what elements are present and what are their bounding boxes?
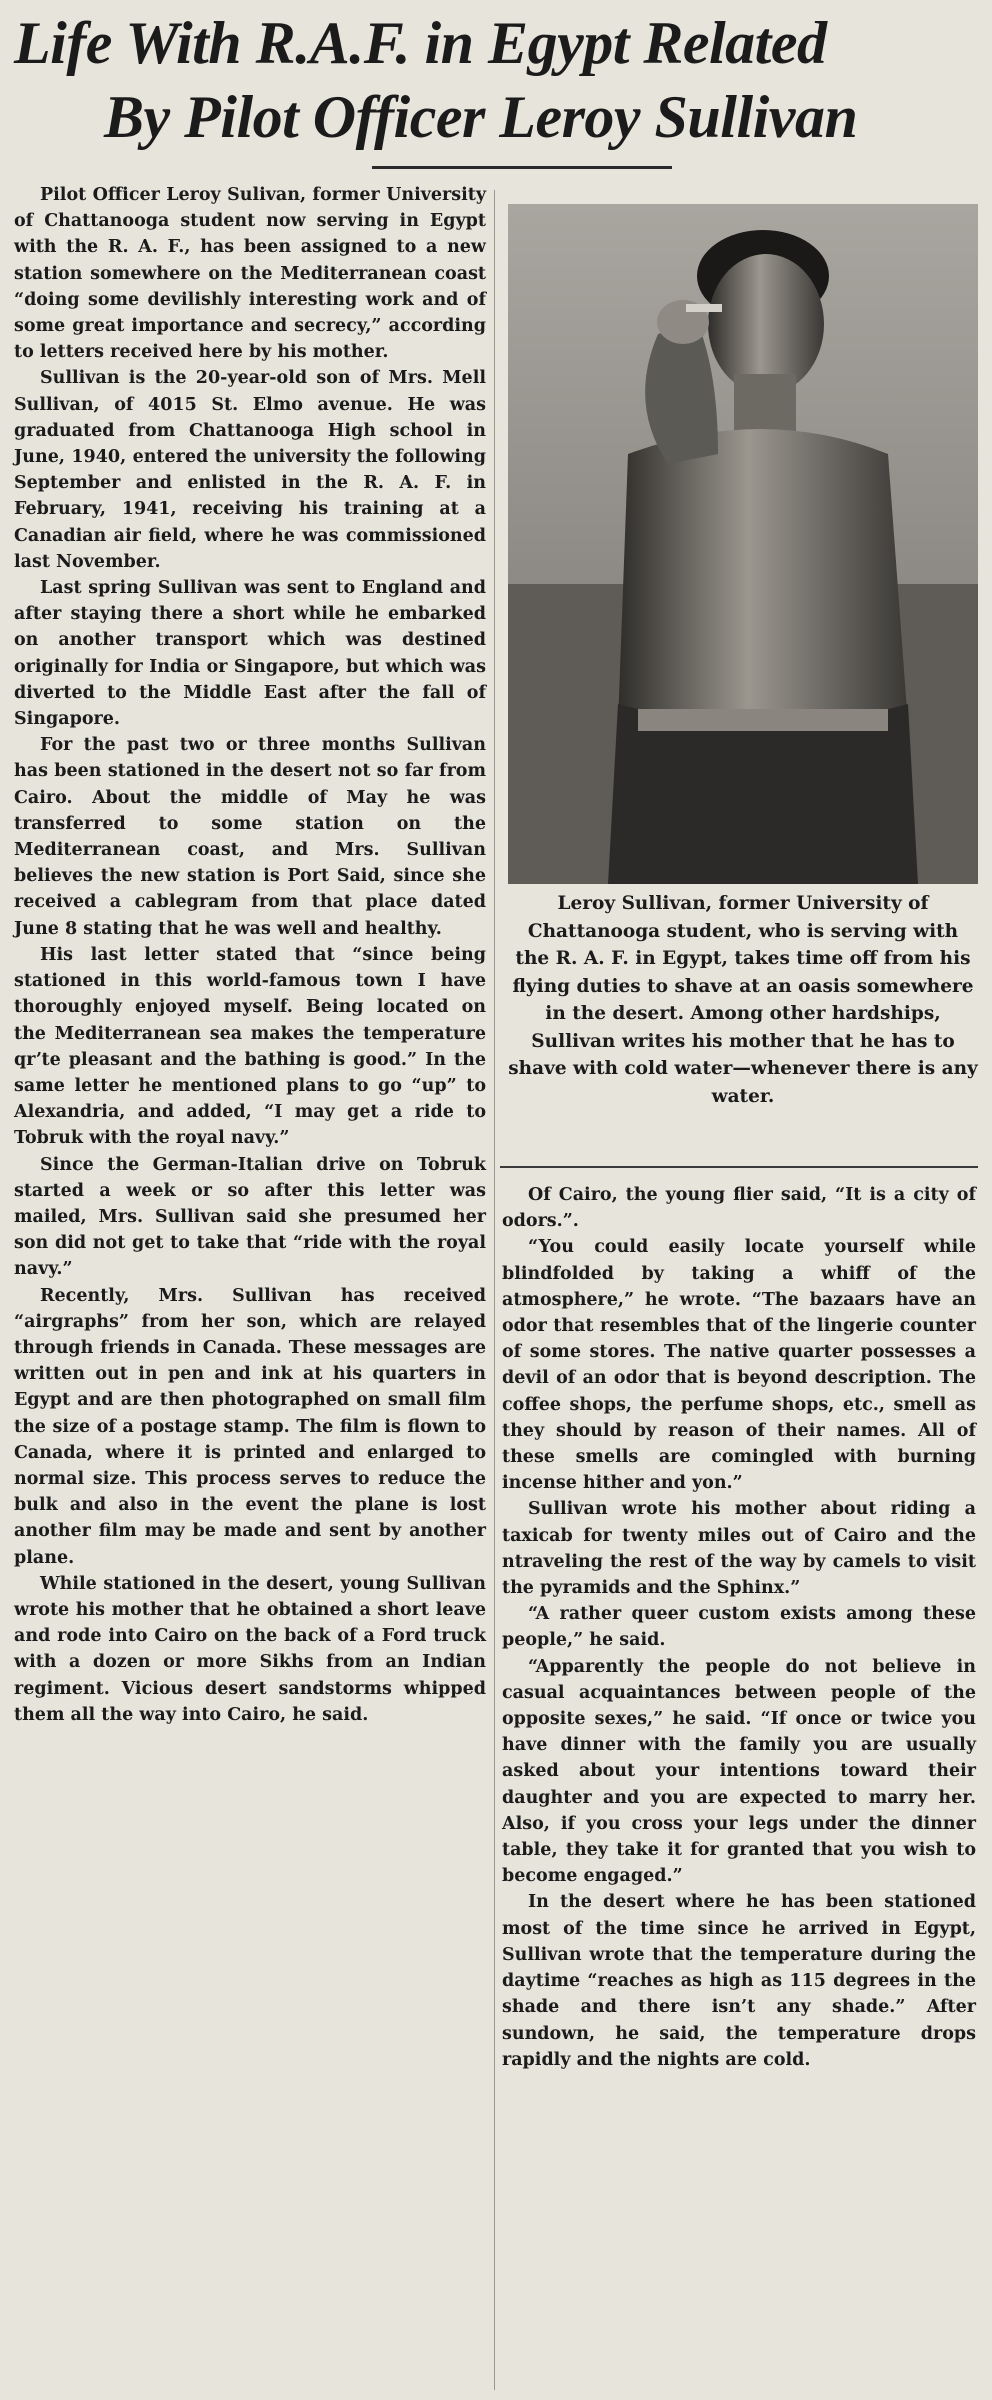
- photo-caption: Leroy Sullivan, former University of Chattanooga student, who is serving with the R. A. F. in Egypt, takes time off from his flying duties to shave at an oasis somewhere in the desert. Among other hardships, Sullivan writes his mother that he has to shave with cold water—whenever there is any water.: [508, 893, 978, 1107]
- article-paragraph: For the past two or three months Sullivan has been stationed in the desert not so far from Cairo. About the middle of May he was transferred to some station on the Mediterranean coast, and Mrs. Sullivan believes the new station is Port Said, since she received a cablegram from that place dated June 8 stating that he was well and healthy.: [14, 735, 486, 939]
- article-paragraph: While stationed in the desert, young Sullivan wrote his mother that he obtained a short leave and rode into Cairo on the back of a Ford truck with a dozen or more Sikhs from an Indian regiment. Vicious desert sandstorms whipped them all the way into Cairo, he said.: [14, 1573, 486, 1725]
- photo-image: [508, 204, 978, 884]
- article-paragraph: “Apparently the people do not believe in casual acquaintances between people of the opposite sexes,” he said. “If once or twice you have dinner with the family you are usually asked about your intentions toward their daughter and you are expected to marry her. Also, if you cross your legs under the dinner table, they take it for granted that you wish to become engaged.”: [502, 1656, 976, 1887]
- article-paragraph: His last letter stated that “since being stationed in this world-famous town I have thoroughly enjoyed myself. Being located on the Mediterranean sea makes the temperature qrʼte pleasant and the bathing is good.” In the same letter he mentioned plans to go “up” to Alexandria, and added, “I may get a ride to Tobruk with the royal navy.”: [14, 944, 486, 1149]
- news-photo: [508, 204, 978, 884]
- article-paragraph: “A rather queer custom exists among these people,” he said.: [502, 1604, 976, 1651]
- headline-line-2: By Pilot Officer Leroy Sullivan: [104, 84, 858, 150]
- article-paragraph: In the desert where he has been stationed most of the time since he arrived in Egypt, Sullivan wrote that the temperature during the daytime “reaches as high as 115 degrees in the shade and there isn’t any shade.” After sundown, he said, the temperature drops rapidly and the nights are cold.: [502, 1892, 976, 2070]
- headline-rule: [372, 166, 672, 169]
- article-paragraph: “You could easily locate yourself while blindfolded by taking a whiff of the atmosphere,” he wrote. “The bazaars have an odor that resembles that of the lingerie counter of some stores. The native quarter possesses a devil of an odor that is beyond description. The coffee shops, the perfume shops, etc., smell as they should by reason of their names. All of these smells are comingled with burning incense hither and yon.”: [502, 1237, 976, 1494]
- article-paragraph: Pilot Officer Leroy Sulivan, former University of Chattanooga student now serving in Egypt with the R. A. F., has been assigned to a new station somewhere on the Mediterranean coast “doing some devilishly interesting work and of some great importance and secrecy,” according to letters received here by his mother.: [14, 185, 486, 363]
- article-paragraph: Sullivan wrote his mother about riding a taxicab for twenty miles out of Cairo and the ntraveling the rest of the way by camels to visit the pyramids and the Sphinx.”: [502, 1499, 976, 1599]
- column-divider: [494, 190, 495, 2390]
- headline-line-1: Life With R.A.F. in Egypt Related: [14, 10, 827, 76]
- article-paragraph: Of Cairo, the young flier said, “It is a city of odors.”.: [502, 1185, 976, 1232]
- article-paragraph: Recently, Mrs. Sullivan has received “airgraphs” from her son, which are relayed through friends in Canada. These messages are written out in pen and ink at his quarters in Egypt and are then photographed on small film the size of a postage stamp. The film is flown to Canada, where it is printed and enlarged to normal size. This process serves to reduce the bulk and also in the event the plane is lost another film may be made and sent by another plane.: [14, 1285, 486, 1568]
- article-column-left: [14, 182, 486, 2392]
- article-paragraph: Since the German-Italian drive on Tobruk started a week or so after this letter was mailed, Mrs. Sullivan said she presumed her son did not get to take that “ride with the royal navy.”: [14, 1154, 486, 1280]
- caption-separator: [500, 1166, 978, 1168]
- article-paragraph: Last spring Sullivan was sent to England and after staying there a short while he embarked on another transport which was destined originally for India or Singapore, but which was diverted to the Middle East after the fall of Singapore.: [14, 578, 486, 730]
- article-column-right: [502, 1182, 976, 2392]
- headline: [0, 0, 992, 160]
- article-paragraph: Sullivan is the 20-year-old son of Mrs. Mell Sullivan, of 4015 St. Elmo avenue. He was graduated from Chattanooga High school in June, 1940, entered the university the following September and enlisted in the R. A. F. in February, 1941, receiving his training at a Canadian air field, where he was commissioned last November.: [14, 368, 486, 572]
